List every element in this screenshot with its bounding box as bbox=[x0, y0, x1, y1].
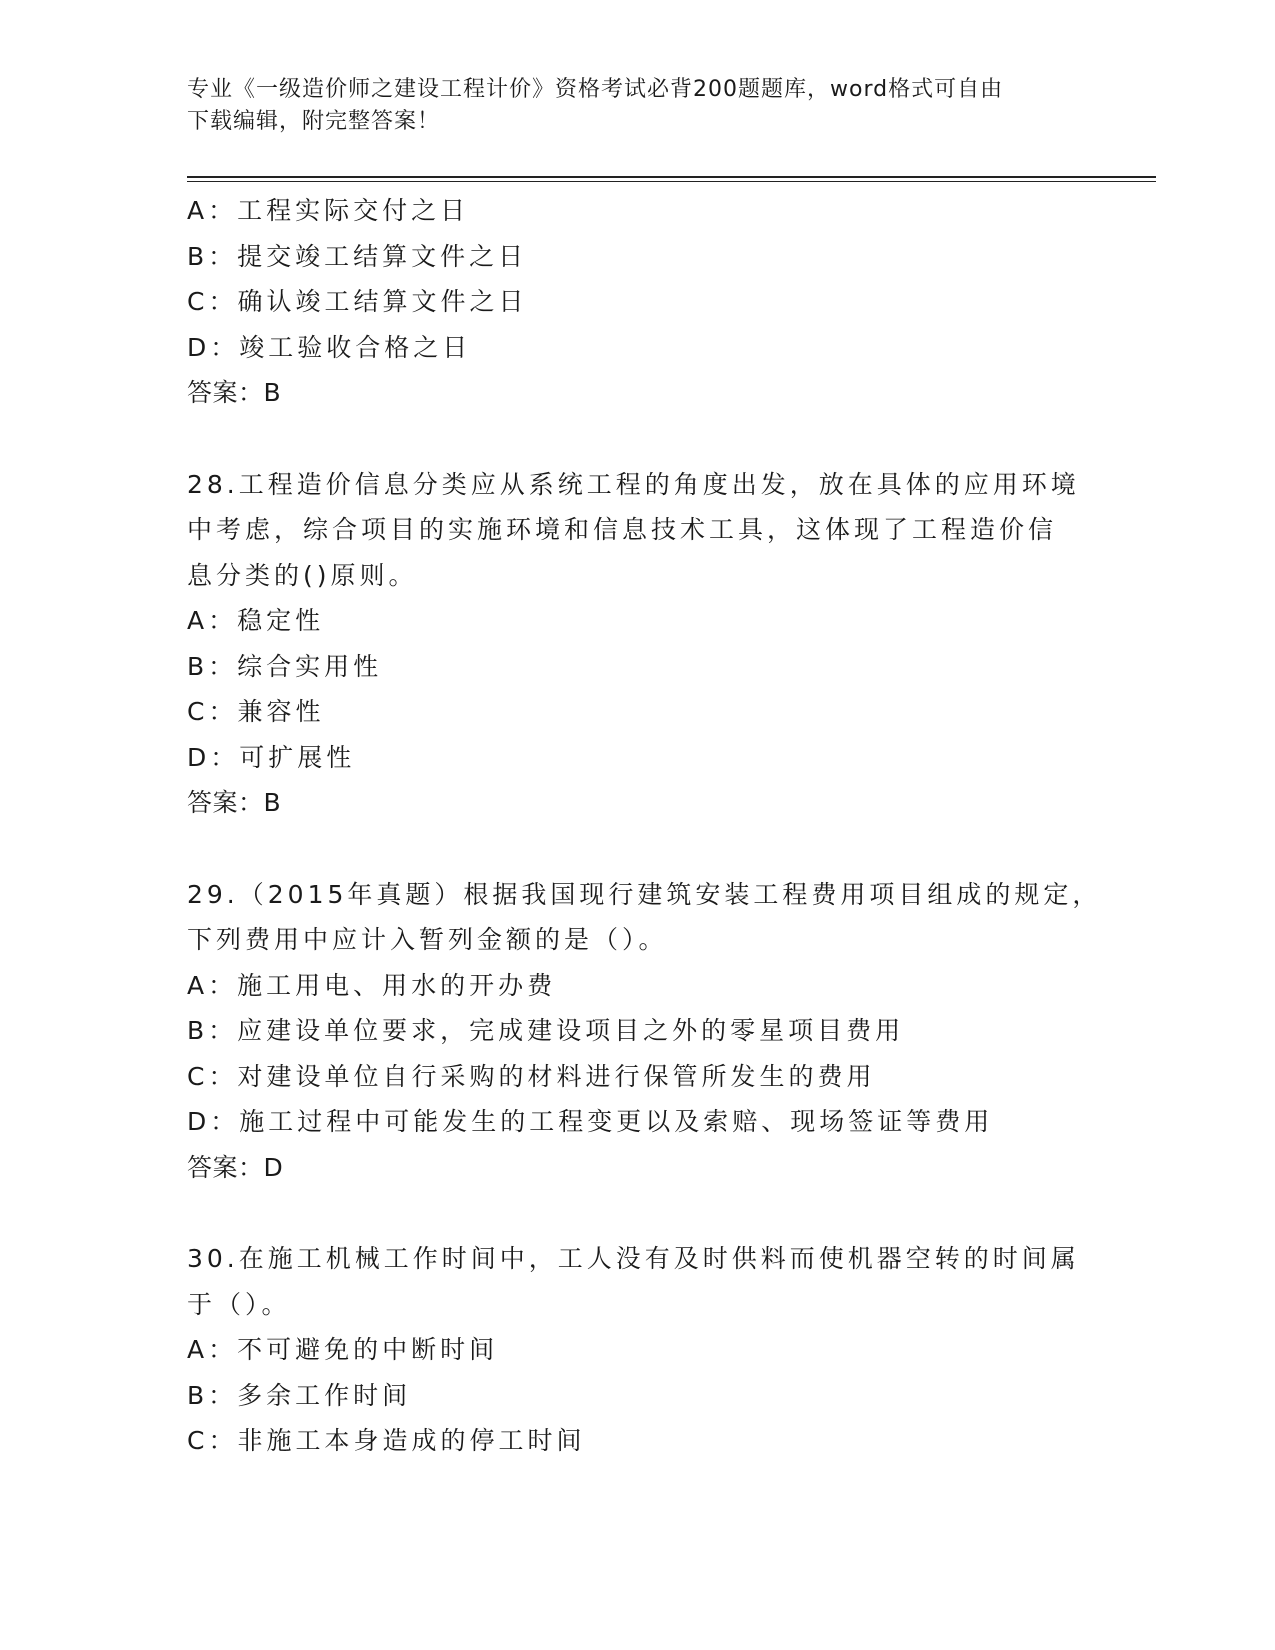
question-27 bbox=[187, 188, 1087, 416]
question-stem-line: 28.工程造价信息分类应从系统工程的角度出发，放在具体的应用环境 bbox=[187, 469, 1080, 499]
option-c: C：对建设单位自行采购的材料进行保管所发生的费用 bbox=[187, 1061, 876, 1091]
spacer bbox=[187, 826, 1087, 872]
option-c: C：兼容性 bbox=[187, 697, 325, 726]
question-stem-line: 于（）。 bbox=[187, 1289, 291, 1319]
question-28 bbox=[187, 462, 1087, 826]
option-b: B：提交竣工结算文件之日 bbox=[187, 241, 528, 271]
option-d: D：可扩展性 bbox=[187, 742, 356, 772]
option-d: D：施工过程中可能发生的工程变更以及索赔、现场签证等费用 bbox=[187, 1107, 994, 1136]
option-a: A：工程实际交付之日 bbox=[187, 196, 470, 225]
question-30 bbox=[187, 1236, 1087, 1464]
option-b: B：综合实用性 bbox=[187, 651, 383, 681]
question-content bbox=[187, 188, 1102, 1464]
answer-line: 答案：B bbox=[187, 378, 282, 407]
question-stem-line: 29.（2015年真题）根据我国现行建筑安装工程费用项目组成的规定， bbox=[187, 879, 1102, 909]
question-stem-line: 下列费用中应计入暂列金额的是（）。 bbox=[187, 925, 668, 954]
document-header bbox=[187, 74, 1067, 138]
question-stem-line: 中考虑，综合项目的实施环境和信息技术工具，这体现了工程造价信 bbox=[187, 515, 1058, 544]
header-line: 下载编辑，附完整答案！ bbox=[187, 109, 441, 134]
option-b: B：应建设单位要求，完成建设项目之外的零星项目费用 bbox=[187, 1016, 905, 1045]
option-c: C：确认竣工结算文件之日 bbox=[187, 287, 528, 316]
option-a: A：不可避免的中断时间 bbox=[187, 1335, 499, 1364]
option-d: D：竣工验收合格之日 bbox=[187, 332, 472, 362]
question-29 bbox=[187, 872, 1102, 1191]
option-b: B：多余工作时间 bbox=[187, 1380, 412, 1410]
header-line: 专业《一级造价师之建设工程计价》资格考试必背200题题库，word格式可自由 bbox=[187, 77, 1004, 102]
header-divider-thick bbox=[187, 176, 1156, 178]
answer-line: 答案：D bbox=[187, 1152, 284, 1182]
answer-line: 答案：B bbox=[187, 788, 282, 817]
spacer bbox=[187, 1190, 1087, 1236]
option-c: C：非施工本身造成的停工时间 bbox=[187, 1426, 586, 1455]
spacer bbox=[187, 416, 1087, 462]
question-stem-line: 30.在施工机械工作时间中，工人没有及时供料而使机器空转的时间属 bbox=[187, 1244, 1080, 1273]
option-a: A：施工用电、用水的开办费 bbox=[187, 970, 557, 1000]
question-stem-line: 息分类的()原则。 bbox=[187, 560, 418, 590]
header-divider-thin bbox=[187, 181, 1156, 182]
option-a: A：稳定性 bbox=[187, 606, 325, 635]
